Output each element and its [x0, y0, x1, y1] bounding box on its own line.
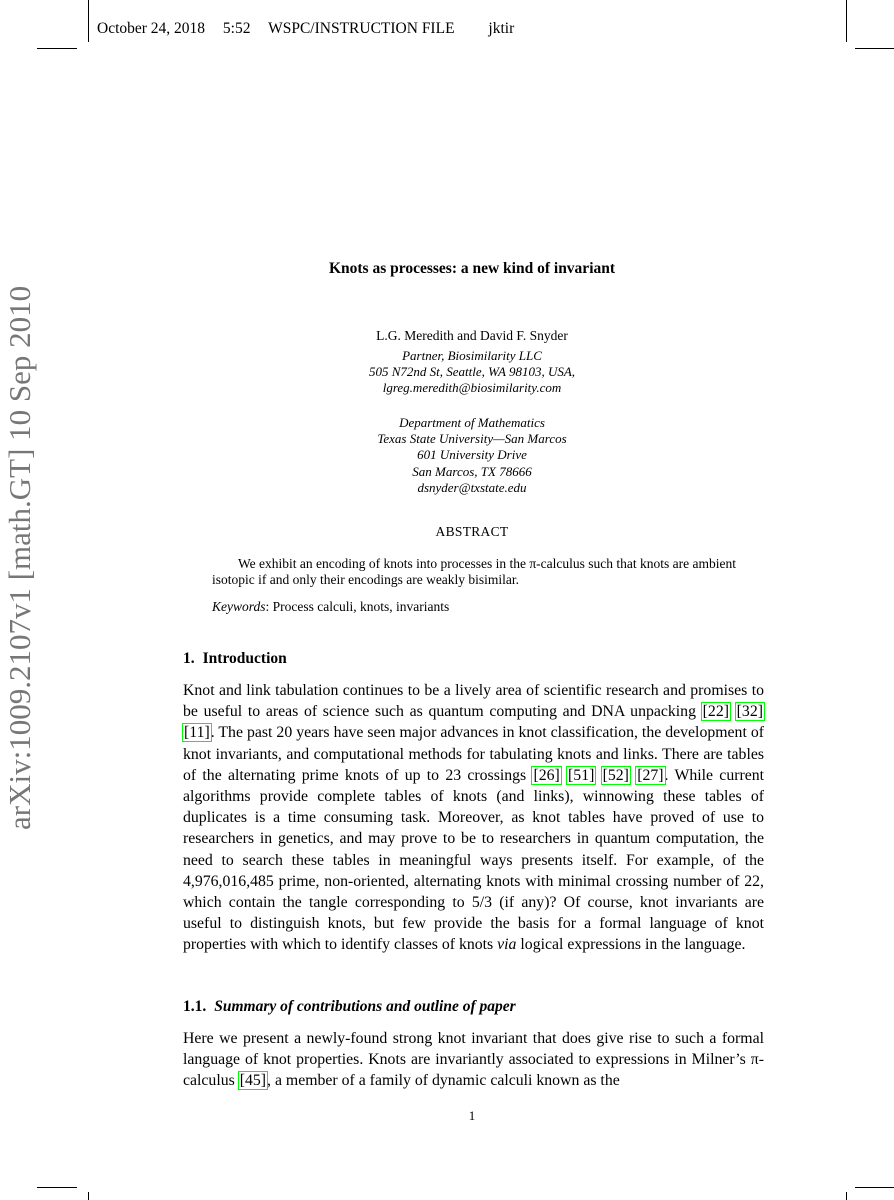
citation-link[interactable]: [27]	[637, 766, 664, 784]
section-title: Introduction	[202, 650, 287, 667]
affiliation-line: Department of Mathematics	[399, 415, 545, 430]
affiliation-line: San Marcos, TX 78666	[412, 463, 532, 479]
section-number: 1.	[183, 650, 195, 667]
affiliation-line: 601 University Drive	[417, 447, 527, 463]
keywords-label: Keywords	[212, 599, 266, 614]
citation-link[interactable]: [51]	[568, 766, 595, 784]
crop-mark	[855, 48, 894, 49]
keywords-text: : Process calculi, knots, invariants	[265, 599, 450, 614]
subsection-heading	[183, 998, 516, 1016]
affiliation-line: Partner, Biosimilarity LLC	[402, 348, 542, 363]
running-header	[97, 20, 528, 38]
crop-mark	[846, 0, 847, 42]
crop-mark	[846, 1192, 847, 1200]
authors: L.G. Meredith and David F. Snyder	[376, 328, 568, 343]
section-heading	[183, 650, 287, 668]
author-email: dsnyder@txstate.edu	[417, 479, 527, 495]
author-email: lgreg.meredith@biosimilarity.com	[382, 380, 562, 396]
intro-paragraph	[183, 680, 764, 956]
keywords	[212, 599, 449, 615]
header-time: 5:52	[222, 20, 251, 37]
arxiv-stamp: arXiv:1009.2107v1 [math.GT] 10 Sep 2010	[2, 285, 37, 830]
citation-link[interactable]: [22]	[702, 703, 729, 721]
page-number: 1	[468, 1108, 476, 1123]
crop-mark	[88, 0, 89, 42]
subsection-title: Summary of contributions and outline of paper	[214, 998, 516, 1015]
abstract-text: We exhibit an encoding of knots into processes in the π-calculus such that knots are ambient isotopic if and only their encodings are weakly bisimilar.	[212, 556, 736, 588]
paragraph-text: . The past 20 years have seen major advances in knot classification, the development of knot invariants, and computational methods for tabulating knots and links. There are tables of the alternating prime knots of up to 23 crossings	[183, 724, 764, 784]
paragraph-text: Knot and link tabulation continues to be a lively area of scientific research and promises to be useful to areas of science such as quantum computing and DNA unpacking	[183, 682, 764, 721]
header-short-name: jktir	[488, 20, 515, 37]
subsection-number: 1.1.	[183, 998, 207, 1015]
paper-title: Knots as processes: a new kind of invariant	[328, 260, 616, 277]
crop-mark	[88, 1192, 89, 1200]
abstract-heading: ABSTRACT	[435, 524, 509, 539]
header-file-type: WSPC/INSTRUCTION FILE	[268, 20, 455, 37]
citation-link[interactable]: [52]	[602, 766, 629, 784]
affiliation-line: 505 N72nd St, Seattle, WA 98103, USA,	[368, 364, 576, 380]
crop-mark	[855, 1187, 894, 1188]
crop-mark	[37, 1187, 77, 1188]
citation-link[interactable]: [11]	[184, 724, 210, 742]
affiliation-1	[0, 348, 894, 397]
header-date: October 24, 2018	[97, 20, 206, 37]
citation-link[interactable]: [45]	[239, 1072, 267, 1090]
paragraph-text: , a member of a family of dynamic calculi known as the	[267, 1072, 620, 1090]
citation-link[interactable]: [26]	[533, 766, 560, 784]
summary-paragraph	[183, 1028, 764, 1092]
emphasis-via: via	[497, 936, 517, 954]
citation-link[interactable]: [32]	[736, 703, 763, 721]
affiliation-line: Texas State University—San Marcos	[377, 431, 567, 447]
paragraph-text: . While current algorithms provide complete tables of knots (and links), winnowing these tables of duplicates is a time consuming task. Moreover, as knot tables have proved of use to researchers in genetics, and may prove to be to researchers in quantum computation, the need to search these tables in meaningful ways presents itself. For example, of the 4,976,016,485 prime, non-oriented, alternating knots with minimal crossing number of 22, which contain the tangle corresponding to 5/3 (if any)? Of course, knot invariants are useful to distinguish knots, but few provide the basis for a formal language of knot properties with which to identify classes of knots	[183, 766, 765, 954]
affiliation-2	[0, 415, 894, 496]
crop-mark	[37, 48, 77, 49]
paragraph-text: logical expressions in the language.	[516, 936, 746, 954]
paragraph-text: Here we present a newly-found strong knot invariant that does give rise to such a formal language of knot properties. Knots are invariantly associated to expressions in Milner’s π-calculus	[183, 1030, 764, 1090]
